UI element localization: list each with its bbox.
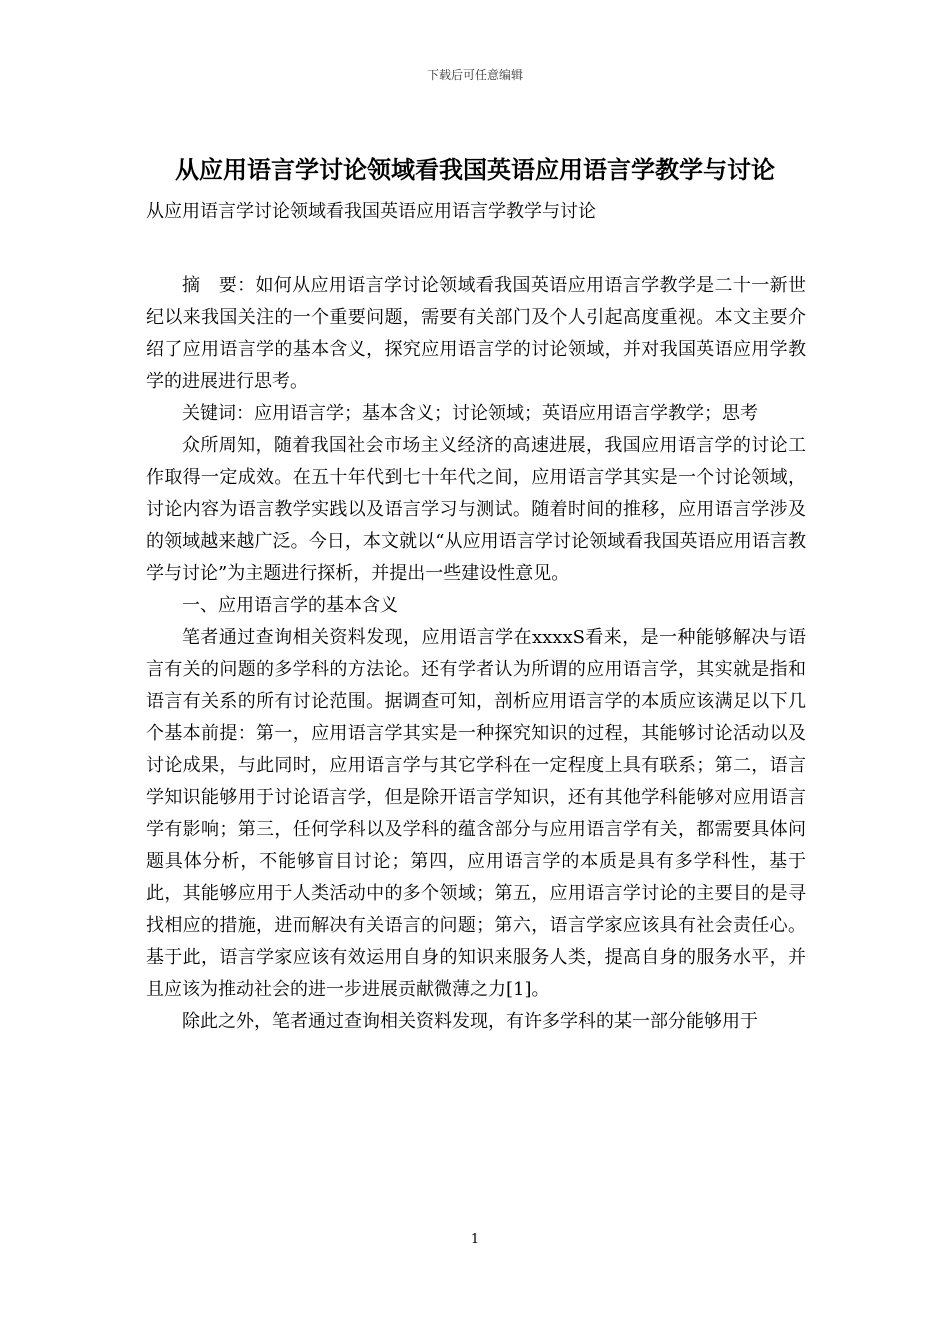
abstract-paragraph: 摘 要：如何从应用语言学讨论领域看我国英语应用语言学教学是二十一新世纪以来我国关注的一个重要问题，需要有关部门及个人引起高度重视。本文主要介绍了应用语言学的基本含义，探究应用语言学的讨论领域，并对我国英语应用学教学的进展进行思考。 (146, 275, 806, 392)
section-heading: 一、应用语言学的基本含义 (182, 595, 398, 616)
document-body (146, 270, 806, 1038)
document-subtitle: 从应用语言学讨论领域看我国英语应用语言学教学与讨论 (146, 201, 596, 222)
body-paragraph: 笔者通过查询相关资料发现，应用语言学在xxxxS看来，是一种能够解决与语言有关的问题的多学科的方法论。还有学者认为所谓的应用语言学，其实就是指和语言有关系的所有讨论范围。据调查可知，剖析应用语言学的本质应该满足以下几个基本前提：第一，应用语言学其实是一种探究知识的过程，其能够讨论活动以及讨论成果，与此同时，应用语言学与其它学科在一定程度上具有联系；第二，语言学知识能够用于讨论语言学，但是除开语言学知识，还有其他学科能够对应用语言学有影响；第三，任何学科以及学科的蕴含部分与应用语言学有关，都需要具体问题具体分析，不能够盲目讨论；第四，应用语言学的本质是具有多学科性，基于此，其能够应用于人类活动中的多个领域；第五，应用语言学讨论的主要目的是寻找相应的措施，进而解决有关语言的问题；第六，语言学家应该具有社会责任心。基于此，语言学家应该有效运用自身的知识来服务人类，提高自身的服务水平，并且应该为推动社会的进一步进展贡献微薄之力[1]。 (146, 627, 806, 1000)
page-number: 1 (470, 1232, 480, 1247)
keywords-paragraph: 关键词：应用语言学；基本含义；讨论领域；英语应用语言学教学；思考 (182, 403, 758, 424)
intro-paragraph: 众所周知，随着我国社会市场主义经济的高速进展，我国应用语言学的讨论工作取得一定成效。在五十年代到七十年代之间，应用语言学其实是一个讨论领域，讨论内容为语言教学实践以及语言学习与测试。随着时间的推移，应用语言学涉及的领域越来越广泛。今日，本文就以“从应用语言学讨论领域看我国英语应用语言教学与讨论”为主题进行探析，并提出一些建设性意见。 (146, 435, 806, 584)
header-note: 下载后可任意编辑 (426, 68, 523, 82)
document-title: 从应用语言学讨论领域看我国英语应用语言学教学与讨论 (175, 155, 775, 184)
body-paragraph: 除此之外，笔者通过查询相关资料发现，有许多学科的某一部分能够用于 (182, 1011, 758, 1032)
